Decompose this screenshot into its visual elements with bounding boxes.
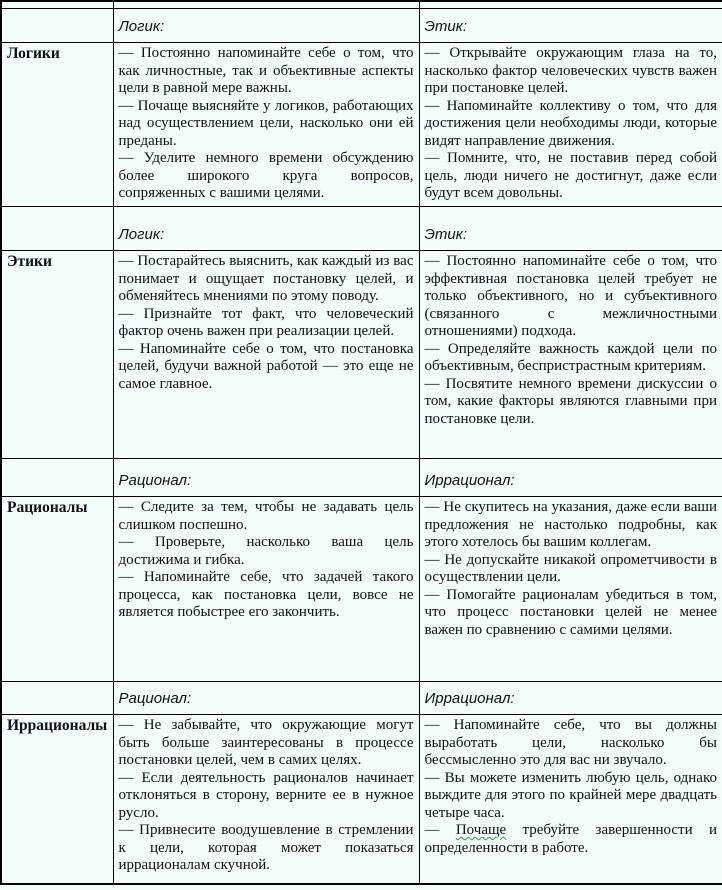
empty-cell (1, 682, 113, 715)
advice-item-prefix: — (424, 822, 456, 838)
advice-item: — Вы можете изменить любую цель, однако выждите для этого по крайней мере двадцать четыре часа. (424, 769, 717, 821)
empty-cell (1, 459, 113, 497)
group-3-right-advice-cell (419, 497, 722, 682)
group-4-header-row (1, 682, 722, 715)
group-1-label: Логики (1, 43, 113, 207)
advice-item: — Напоминайте себе, что вы должны выработать цели, насколько бы бессмысленно это для вас ни звучало. (424, 717, 717, 768)
group-2-label: Этики (1, 251, 113, 459)
group-2-left-header: Логик: (113, 207, 419, 251)
partial-cell (1, 1, 113, 9)
partial-cell (419, 1, 722, 9)
advice-item: — Если деятельность рационалов начинает отклоняться в сторону, верните ее в нужное русло. (118, 769, 414, 821)
group-1-left-header: Логик: (113, 9, 419, 43)
group-3-left-header: Рационал: (113, 459, 419, 497)
group-2-right-advice-cell (419, 251, 722, 459)
advice-item: — Проверьте, насколько ваша цель достижима и гибка. (118, 534, 414, 568)
group-3-right-header: Иррационал: (419, 459, 722, 497)
partial-cell (113, 1, 419, 9)
group-2-right-header: Этик: (419, 207, 722, 251)
group-1-header-row (1, 9, 722, 43)
advice-item: — Постоянно напоминайте себе о том, что эффективная постановка целей требует не только объективного, но и субъективного (связанного с межличностными отношениями) подхода. (424, 253, 717, 339)
group-4-content-row (1, 715, 722, 884)
group-4-left-advice-cell (113, 715, 419, 884)
advice-item-suffix: требуйте завершенности и определенности в работе. (424, 822, 717, 856)
group-1-left-advice-cell (113, 43, 419, 207)
group-2-left-advice-cell (113, 251, 419, 459)
advice-item: — Напоминайте коллективу о том, что для достижения цели необходимы люди, которые видят направление движения. (424, 97, 717, 149)
advice-item: — Помогайте рационалам убедиться в том, что процесс постановки целей не менее важен по сравнению с самими целями. (424, 586, 717, 638)
group-2-content-row (1, 251, 722, 459)
group-2-header-row (1, 207, 722, 251)
group-1-right-advice-cell (419, 43, 722, 207)
advice-item: — Не забывайте, что окружающие могут быть больше заинтересованы в процессе постановки целей, чем в самих целях. (118, 717, 414, 768)
spellcheck-flagged-word: Почаще (455, 822, 507, 838)
advice-item: — Уделите немного времени обсуждению более широкого круга вопросов, сопряженных с вашими целями. (118, 150, 414, 201)
advice-item: — Напоминайте себе, что задачей такого процесса, как постановка цели, вовсе не является побыстрее его закончить. (118, 569, 414, 620)
advice-item: — Посвятите немного времени дискуссии о том, какие факторы являются главными при постановке цели. (424, 375, 717, 427)
advice-item: — Определяйте важность каждой цели по объективным, беспристрастным критериям. (424, 340, 717, 374)
group-4-left-header: Рационал: (113, 682, 419, 715)
partial-top-row (1, 1, 722, 9)
advice-item: — Помните, что, не поставив перед собой цель, люди ничего не достигнут, даже если будут всем довольны. (424, 150, 717, 201)
group-4-label: Иррационалы (1, 715, 113, 884)
group-3-left-advice-cell (113, 497, 419, 682)
group-3-header-row (1, 459, 722, 497)
group-1-content-row (1, 43, 722, 207)
empty-cell (1, 207, 113, 251)
advice-item: — Открывайте окружающим глаза на то, насколько фактор человеческих чувств важен при постановке целей. (424, 45, 717, 96)
advice-item (425, 822, 718, 857)
advice-item: — Следите за тем, чтобы не задавать цель слишком поспешно. (118, 499, 414, 533)
advice-item: — Напоминайте себе о том, что постановка целей, будучи важной работой — это еще не самое главное. (118, 340, 414, 392)
advice-item: — Постарайтесь выяснить, как каждый из вас понимает и ощущает постановку целей, и обменяйтесь мнениями по этому поводу. (118, 253, 414, 304)
advice-item: — Привнесите воодушевление в стремлении к цели, которая может показаться иррационалам скучной. (118, 822, 414, 873)
advice-item: — Не допускайте никакой опрометчивости в осуществлении цели. (424, 551, 717, 585)
group-3-content-row (1, 497, 722, 682)
advice-item: — Не скупитесь на указания, даже если ваши предложения не настолько подробны, как этого хотелось бы вашим коллегам. (424, 499, 717, 550)
advice-item: — Признайте тот факт, что человеческий фактор очень важен при реализации целей. (118, 305, 414, 339)
empty-cell (1, 9, 113, 43)
group-1-right-header: Этик: (419, 9, 722, 43)
group-4-right-advice-cell (419, 715, 722, 884)
advice-item: — Почаще выясняйте у логиков, работающих над осуществлением цели, насколько они ей преданы. (118, 97, 414, 149)
advice-item: — Постоянно напоминайте себе о том, что как личностные, так и объективные аспекты цели в равной мере важны. (118, 45, 414, 96)
group-3-label: Рационалы (1, 497, 113, 682)
group-4-right-header: Иррационал: (419, 682, 722, 715)
